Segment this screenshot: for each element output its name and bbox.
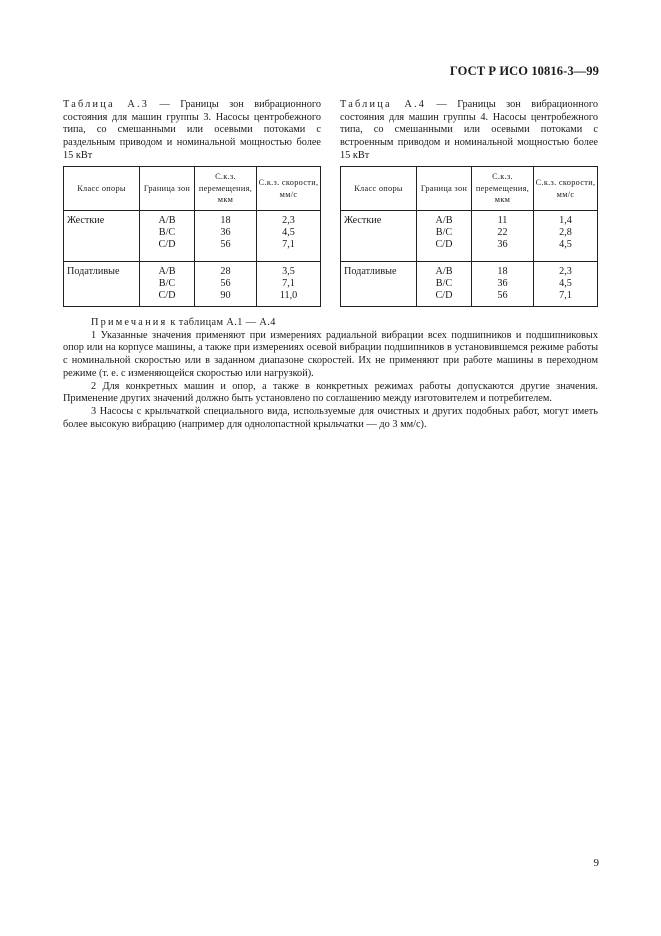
header-support-class: Класс опоры [341, 167, 417, 211]
table-row [64, 262, 321, 307]
note-item: 3 Насосы с крыльчаткой специального вида, используемые для очистных и других подобных работ, могут иметь более высокую вибрацию (например для однолопастной крыльчатки — до 3 мм/с). [63, 405, 598, 430]
velocity-cell [534, 211, 598, 262]
velocity-value: 7,1 [282, 278, 295, 289]
support-class-cell: Податливые [341, 262, 417, 307]
displacement-value: 56 [220, 239, 231, 250]
velocity-value: 1,4 [559, 215, 572, 226]
document-code: ГОСТ Р ИСО 10816-3—99 [449, 64, 599, 78]
note-item: 2 Для конкретных машин и опор, а также в конкретных режимах работы допускаются другие значения. Применение других значений должно быть установлено по соглашению между изготовителем и потребителем. [63, 380, 598, 405]
header-velocity: С.к.з. скорости, мм/с [534, 167, 598, 211]
table-row [341, 262, 598, 307]
velocity-value: 2,8 [559, 227, 572, 238]
zone-value: A/B [158, 215, 176, 226]
displacement-value: 36 [497, 278, 508, 289]
zone-value: C/D [158, 239, 176, 250]
velocity-value: 11,0 [279, 290, 298, 301]
velocity-value: 4,5 [282, 227, 295, 238]
header-displacement: С.к.з. перемещения, мкм [195, 167, 257, 211]
table-row [341, 211, 598, 262]
table-a4-caption-lead: Таблица А.4 [340, 99, 427, 110]
table-a3-caption [63, 99, 321, 163]
zone-value: C/D [158, 290, 176, 301]
support-class-cell: Жесткие [64, 211, 140, 262]
table-a4 [340, 166, 598, 307]
zone-value: B/C [158, 227, 176, 238]
table-row [64, 211, 321, 262]
header-velocity: С.к.з. скорости, мм/с [257, 167, 321, 211]
velocity-value: 2,3 [282, 215, 295, 226]
zone-cell [417, 262, 472, 307]
table-header-row [341, 167, 598, 211]
displacement-cell [472, 262, 534, 307]
displacement-cell [195, 211, 257, 262]
displacement-value: 90 [220, 290, 231, 301]
velocity-cell [534, 262, 598, 307]
zone-value: B/C [435, 278, 453, 289]
header-support-class: Класс опоры [64, 167, 140, 211]
displacement-value: 18 [220, 215, 231, 226]
notes-title: Примечания [91, 317, 168, 328]
table-header-row [64, 167, 321, 211]
table-a3 [63, 166, 321, 307]
zone-cell [140, 262, 195, 307]
zone-cell [417, 211, 472, 262]
displacement-value: 36 [497, 239, 508, 250]
zone-value: A/B [435, 266, 453, 277]
displacement-value: 11 [497, 215, 508, 226]
displacement-value: 36 [220, 227, 231, 238]
notes-heading [63, 317, 598, 330]
notes-section [63, 317, 598, 431]
support-class-cell: Жесткие [341, 211, 417, 262]
page-number: 9 [593, 857, 599, 869]
velocity-value: 4,5 [559, 239, 572, 250]
displacement-value: 22 [497, 227, 508, 238]
displacement-value: 28 [220, 266, 231, 277]
velocity-value: 4,5 [559, 278, 572, 289]
header-zone-boundary: Граница зон [417, 167, 472, 211]
header-displacement: С.к.з. перемещения, мкм [472, 167, 534, 211]
displacement-value: 18 [497, 266, 508, 277]
velocity-value: 2,3 [559, 266, 572, 277]
note-item: 1 Указанные значения применяют при измерениях радиальной вибрации всех подшипников и подшипниковых опор или на корпусе машины, а также при измерениях осевой вибрации подшипников в установившемся режиме работы с номинальной скоростью или в заданном диапазоне скоростей. Их не применяют при работе машины в переходном режиме (т. е. с изменяющейся скоростью или нагрузкой). [63, 329, 598, 379]
velocity-cell [257, 262, 321, 307]
table-a4-caption [340, 99, 598, 163]
displacement-cell [195, 262, 257, 307]
header-zone-boundary: Граница зон [140, 167, 195, 211]
displacement-value: 56 [497, 290, 508, 301]
table-a3-caption-text: — Границы зон вибрационного состояния для машин группы 3. Насосы центробежного типа, со смешанными или осевыми потоками с раздельным приводом и номинальной мощностью более 15 кВт [63, 99, 321, 161]
velocity-value: 7,1 [559, 290, 572, 301]
velocity-value: 3,5 [282, 266, 295, 277]
zone-value: A/B [158, 266, 176, 277]
displacement-value: 56 [220, 278, 231, 289]
displacement-cell [472, 211, 534, 262]
velocity-value: 7,1 [282, 239, 295, 250]
table-a4-caption-text: — Границы зон вибрационного состояния для машин группы 4. Насосы центробежного типа, со смешанными или осевыми потоками с встроенным приводом и номинальной мощностью более 15 кВт [340, 99, 598, 161]
table-a3-caption-lead: Таблица А.3 [63, 99, 150, 110]
zone-value: C/D [435, 290, 453, 301]
notes-title-tail: к таблицам А.1 — А.4 [167, 317, 276, 328]
zone-value: B/C [435, 227, 453, 238]
zone-cell [140, 211, 195, 262]
zone-value: A/B [435, 215, 453, 226]
velocity-cell [257, 211, 321, 262]
support-class-cell: Податливые [64, 262, 140, 307]
zone-value: C/D [435, 239, 453, 250]
zone-value: B/C [158, 278, 176, 289]
